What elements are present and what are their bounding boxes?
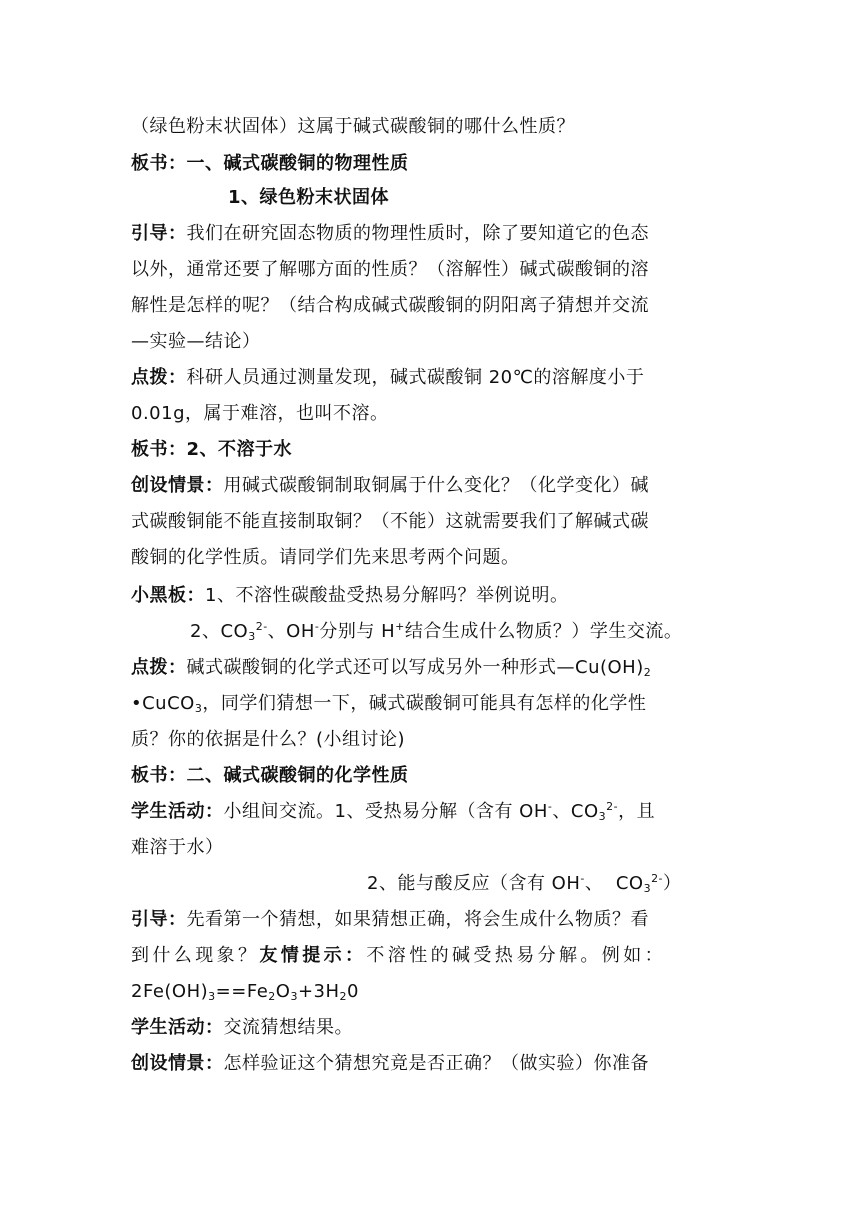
text-run: 、OH — [267, 621, 315, 642]
text-run: ==Fe — [215, 981, 269, 1002]
bold-label: 创设情景： — [131, 1053, 224, 1074]
paragraph-line — [131, 836, 224, 860]
paragraph-line — [131, 294, 649, 318]
paragraph-line — [131, 402, 389, 426]
superscript: + — [395, 620, 405, 633]
line-text: 解性是怎样的呢？（结合构成碱式碳酸铜的阴阳离子猜想并交流 — [131, 295, 649, 316]
paragraph-line — [190, 620, 682, 644]
paragraph-line — [131, 584, 568, 608]
paragraph-line — [131, 692, 646, 716]
line-text: 到什么现象？ — [131, 945, 260, 966]
text-run: 、CO — [552, 801, 599, 822]
paragraph-line — [131, 908, 649, 932]
subscript: 3 — [194, 702, 203, 715]
line-text: 我们在研究固态物质的物理性质时，除了要知道它的色态 — [186, 223, 649, 244]
paragraph-line — [131, 115, 575, 139]
bold-label: 点拨： — [131, 367, 187, 388]
blackboard-heading-insoluble — [131, 438, 292, 462]
subscript: 2 — [339, 990, 348, 1003]
bold-label: 创设情景： — [131, 475, 224, 496]
text-run: 0 — [347, 981, 359, 1002]
paragraph-line — [131, 656, 651, 680]
paragraph-line — [131, 330, 261, 354]
text-run: 分别与 H — [319, 621, 396, 642]
paragraph-line — [131, 944, 666, 968]
text-run: 2、CO — [190, 621, 249, 642]
line-text: 板书：一、碱式碳酸铜的物理性质 — [131, 153, 409, 174]
line-text: 板书：2、不溶于水 — [131, 439, 293, 460]
bold-label: 点拨： — [131, 657, 187, 678]
superscript: 2- — [255, 620, 268, 633]
subscript: 3 — [208, 990, 216, 1003]
subscript: 2 — [643, 666, 652, 679]
paragraph-line — [131, 510, 649, 534]
equation-line — [131, 980, 359, 1004]
text-run: +3H — [297, 981, 340, 1002]
line-text: 质？你的依据是什么？(小组讨论) — [131, 729, 406, 750]
text-run: 2Fe(OH) — [131, 981, 209, 1002]
subscript: 3 — [598, 810, 607, 823]
blackboard-heading-physical — [131, 152, 409, 176]
bold-label: 友情提示： — [259, 945, 367, 966]
text-run: 结合生成什么物质？）学生交流。 — [404, 621, 683, 642]
blackboard-heading-chemical — [131, 764, 409, 788]
paragraph-line — [131, 1016, 353, 1040]
line-text: —实验—结论） — [131, 331, 261, 352]
text-run: •CuCO — [131, 693, 195, 714]
paragraph-line — [131, 222, 649, 246]
line-text: 1、不溶性碳酸盐受热易分解吗？举例说明。 — [205, 585, 569, 606]
subscript: 3 — [248, 630, 256, 643]
line-text: 碱式碳酸铜的化学式还可以写成另外一种形式—Cu(OH) — [186, 657, 644, 678]
superscript: 2- — [651, 872, 664, 885]
bold-label: 小黑板： — [131, 585, 205, 606]
line-text: 0.01g，属于难溶，也叫不溶。 — [131, 403, 389, 424]
paragraph-line — [131, 728, 405, 752]
paragraph-line — [367, 872, 682, 896]
subscript: 3 — [290, 990, 298, 1003]
line-text: 难溶于水） — [131, 837, 224, 858]
text-run: O — [275, 981, 291, 1002]
paragraph-line — [131, 474, 649, 498]
blackboard-subitem-1 — [228, 186, 389, 210]
paragraph-line — [131, 258, 649, 282]
paragraph-line — [131, 366, 644, 390]
paragraph-line — [131, 546, 520, 570]
line-text: （绿色粉末状固体）这属于碱式碳酸铜的哪什么性质？ — [131, 116, 575, 137]
subscript: 3 — [643, 882, 652, 895]
superscript: - — [547, 800, 553, 813]
line-text: 式碳酸铜能不能直接制取铜？（不能）这就需要我们了解碱式碳 — [131, 511, 649, 532]
superscript: - — [314, 620, 320, 633]
line-text: 先看第一个猜想，如果猜想正确，将会生成什么物质？看 — [186, 909, 649, 930]
paragraph-line — [131, 800, 655, 824]
bold-label: 学生活动： — [131, 801, 224, 822]
superscript: 2- — [606, 800, 619, 813]
line-text: 用碱式碳酸铜制取铜属于什么变化？（化学变化）碱 — [223, 475, 649, 496]
line-text: 科研人员通过测量发现，碱式碳酸铜 20℃的溶解度小于 — [186, 367, 645, 388]
text-run: 小组间交流。1、受热易分解（含有 OH — [223, 801, 548, 822]
bold-label: 引导： — [131, 223, 187, 244]
line-text: 交流猜想结果。 — [223, 1017, 353, 1038]
line-text: 怎样验证这个猜想究竟是否正确？（做实验）你准备 — [223, 1053, 649, 1074]
text-run: ，同学们猜想一下，碱式碳酸铜可能具有怎样的化学性 — [202, 693, 647, 714]
paragraph-line — [131, 1052, 649, 1076]
text-run: 2、能与酸反应（含有 OH — [367, 873, 581, 894]
text-run: ，且 — [618, 801, 656, 822]
bold-label: 学生活动： — [131, 1017, 224, 1038]
line-text: 以外，通常还要了解哪方面的性质？（溶解性）碱式碳酸铜的溶 — [131, 259, 649, 280]
subscript: 2 — [268, 990, 276, 1003]
line-text: 板书：二、碱式碳酸铜的化学性质 — [131, 765, 409, 786]
text-run: 、 CO — [584, 873, 644, 894]
superscript: - — [580, 872, 585, 885]
text-run: ） — [663, 873, 682, 894]
line-text: 酸铜的化学性质。请同学们先来思考两个问题。 — [131, 547, 520, 568]
line-text: 不溶性的碱受热易分解。例如： — [366, 945, 667, 966]
bold-label: 引导： — [131, 909, 187, 930]
line-text: 1、绿色粉末状固体 — [228, 187, 390, 208]
